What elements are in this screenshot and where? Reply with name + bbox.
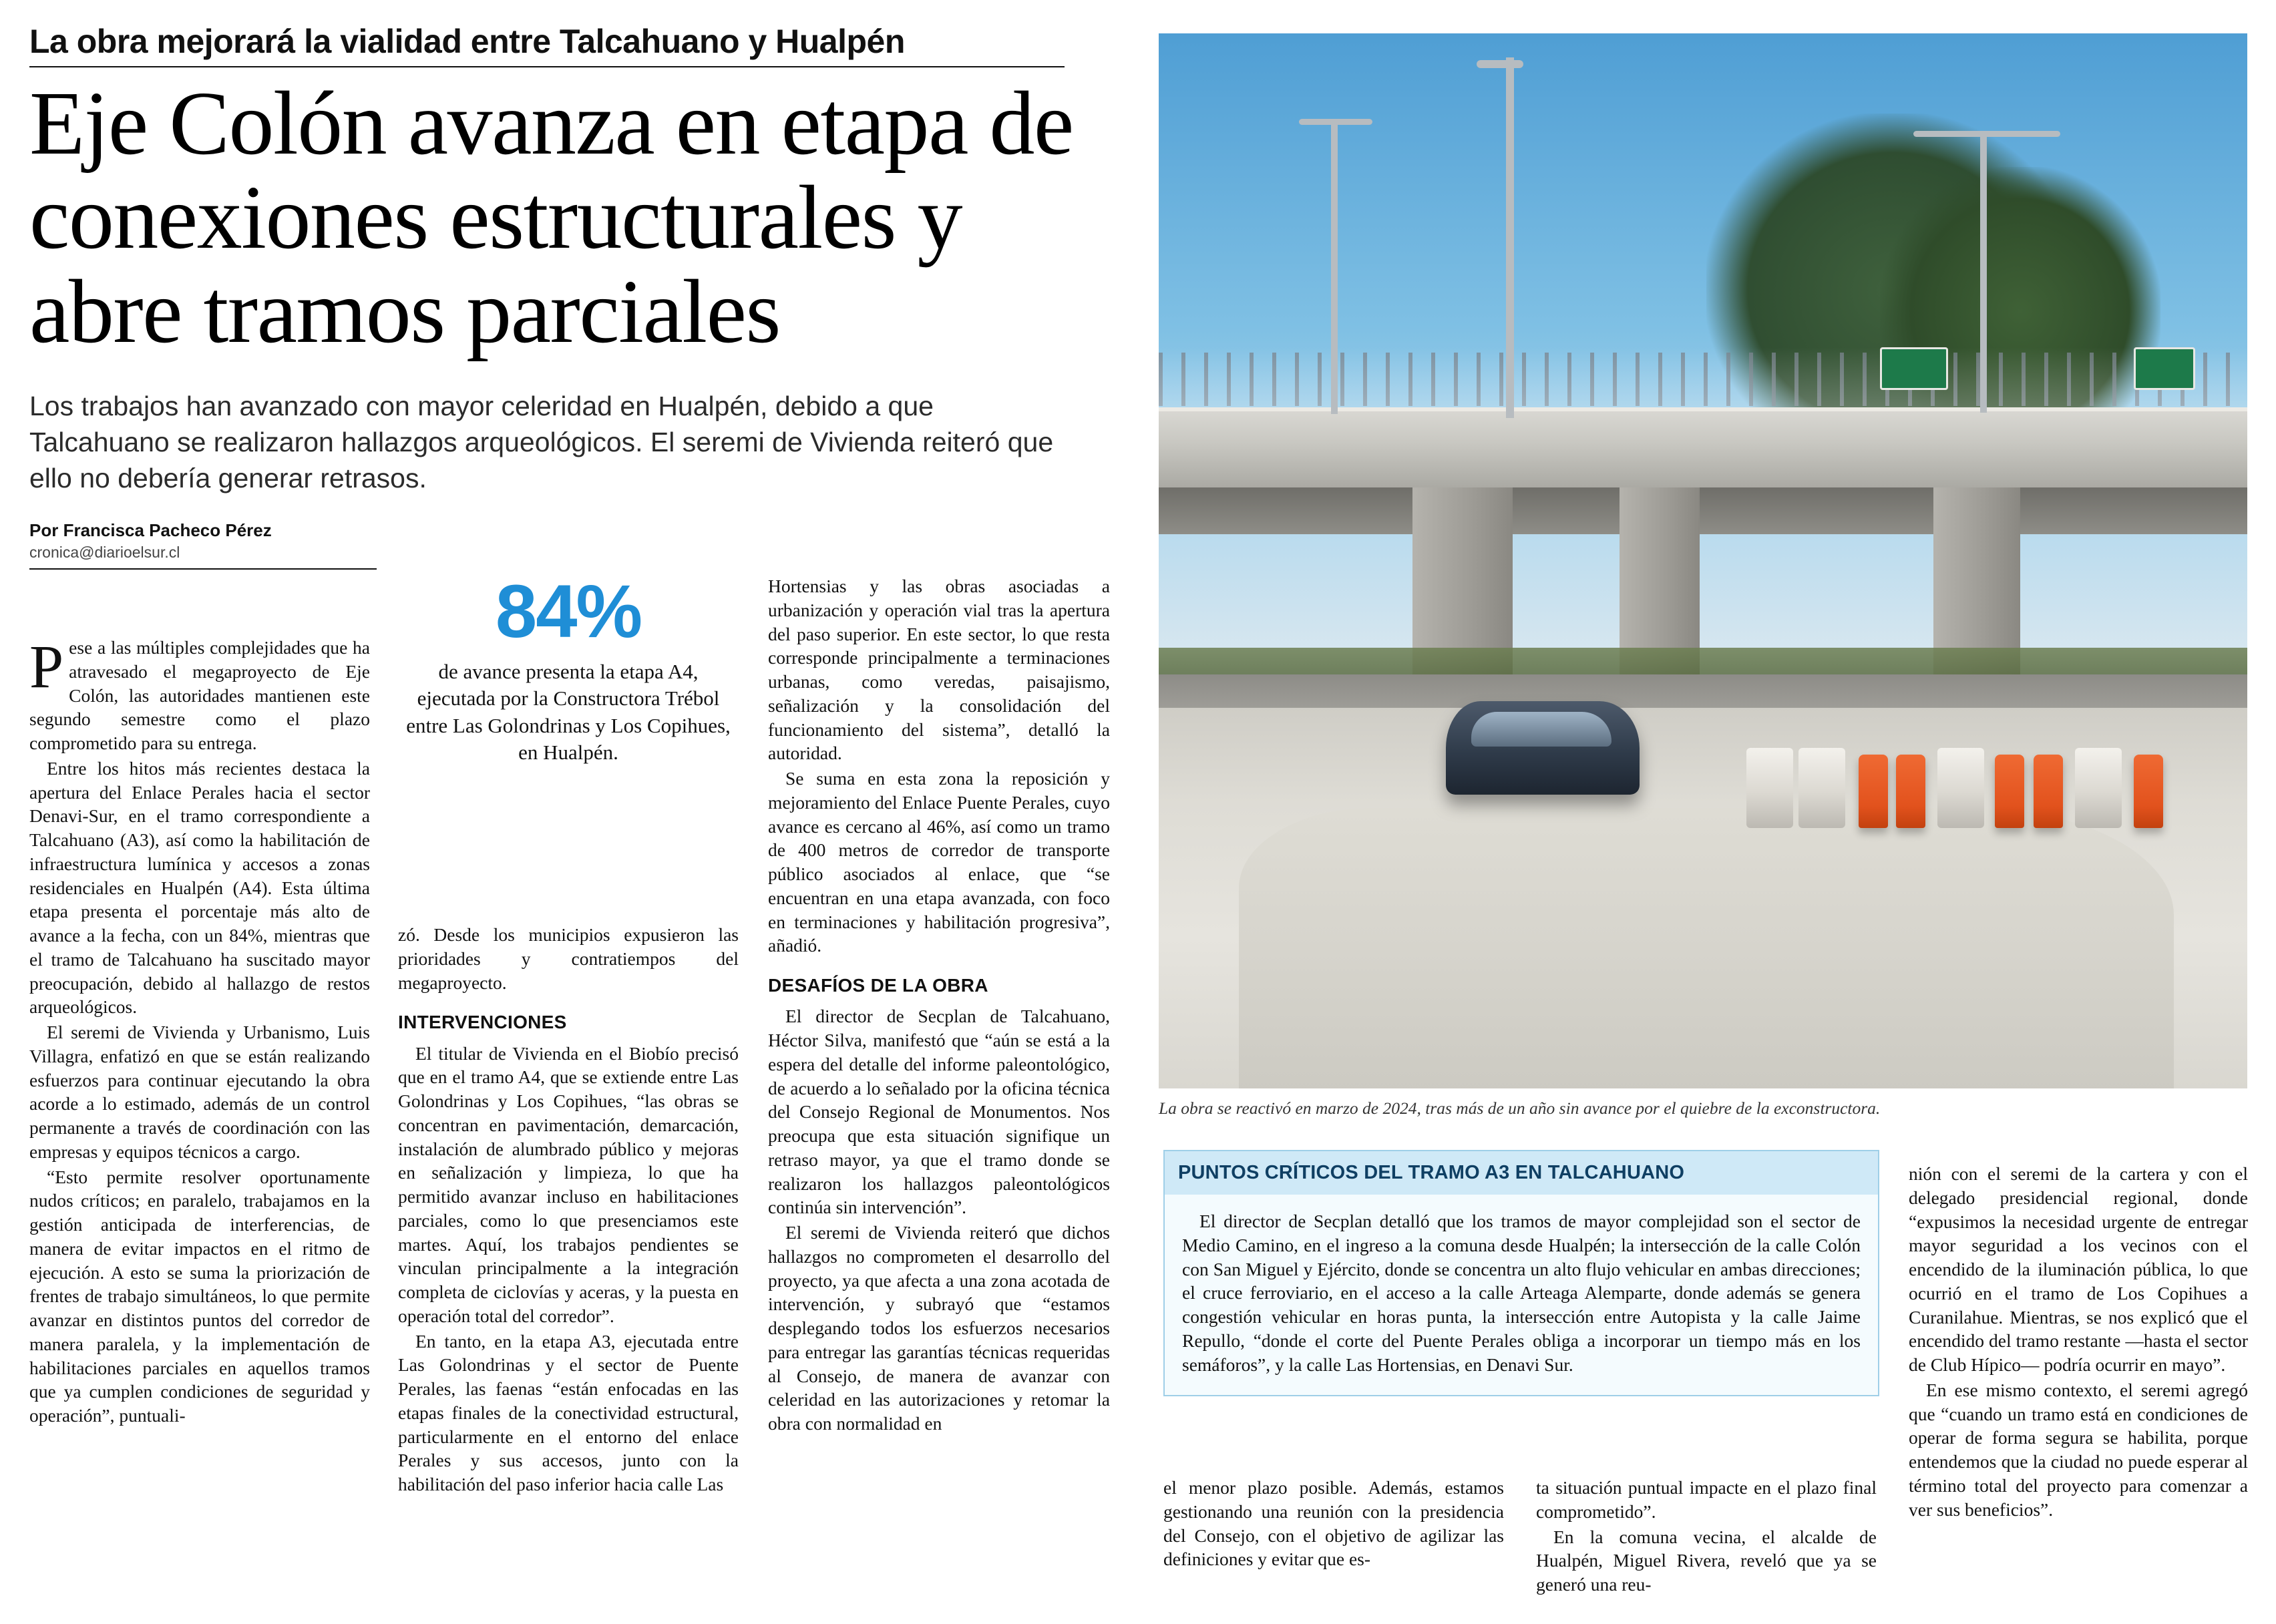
paragraph: El seremi de Vivienda y Urbanismo, Luis Villagra, enfatizó en que se están realizando esfuerzos para continuar ejecutando la obra acorde a lo estimado, además de un control permanente a través de coordinación con las empresas y equipos técnicos a cargo.	[29, 1022, 370, 1162]
body-column-4	[1163, 1476, 1504, 1573]
body-column-6	[1909, 1162, 2248, 1522]
article-photo	[1159, 33, 2247, 1088]
byline: Por Francisca Pacheco Pérez	[29, 520, 272, 541]
paragraph: “Esto permite resolver oportunamente nudos críticos; en paralelo, trabajamos en la gestión anticipada de interferencias, de manera de evitar impactos en el ritmo de ejecución. A esto se suma la priorización de frentes de trabajo simultáneos, lo que permite avanzar en distintos puntos del corredor de manera paralela, y la implementación de habilitaciones parciales en aquellos tramos que ya cumplen condiciones de seguridad y operación”, puntuali-	[29, 1166, 370, 1426]
paragraph: Entre los hitos más recientes destaca la apertura del Enlace Perales hacia el sector Denavi-Sur, en el tramo correspondiente a Talcahuano (A3), así como la habilitación de infraestructura lumínica y accesos a zonas residenciales en Hualpén (A4). Esta última etapa presenta el porcentaje más alto de avance a la fecha, con un 84%, mientras que el tramo de Talcahuano ha suscitado mayor preocupación, debido al hallazgo de restos arqueológicos.	[29, 757, 370, 1018]
body-column-5	[1536, 1476, 1877, 1598]
paragraph: El titular de Vivienda en el Biobío precisó que en el tramo A4, que se extiende entre Las Golondrinas y Los Copihues, “las obras se concentran en pavimentación, demarcación, instalación de alumbrado público y mejoras en señalización y limpieza, lo que ha permitido avanzar incluso en habilitaciones parciales, como lo que presenciamos este martes. Aquí, los trabajos pendientes se vinculan principalmente a la integración completa de ciclovías y aceras, y la puesta en operación total del corredor”.	[398, 1042, 739, 1326]
paragraph: El director de Secplan detalló que los tramos de mayor complejidad son el sector de Medio Camino, en el ingreso a la comuna desde Hualpén; la intersección de la calle Colón con San Miguel y Ejército, donde se concentra un alto flujo vehicular en ambas direcciones; el cruce ferroviario, en el acceso a la calle Arteaga Alemparte, donde además se genera congestión vehicular en horas punta, la intersección entre Autopista y la calle Jaime Repullo, “donde el corte del Puente Perales obliga a incorporar un tiempo más en los semáforos”, y la calle Las Hortensias, en Denavi Sur.	[1182, 1211, 1861, 1375]
subhead-intervenciones: INTERVENCIONES	[398, 1012, 567, 1033]
photo-barrier	[1937, 748, 1984, 828]
photo-street-lamp	[1980, 132, 1987, 413]
paragraph: En la comuna vecina, el alcalde de Hualpén, Miguel Rivera, reveló que ya se generó una reu-	[1536, 1526, 1877, 1595]
paragraph: ta situación puntual impacte en el plazo final comprometido”.	[1536, 1477, 1877, 1522]
body-column-3	[768, 574, 1110, 1437]
paragraph: Pese a las múltiples complejidades que ha atravesado el megaproyecto de Eje Colón, las autoridades mantienen este segundo semestre como el plazo comprometido para su entrega.	[29, 632, 370, 753]
photo-barrier	[2075, 748, 2122, 828]
paragraph: el menor plazo posible. Además, estamos gestionando una reunión con la presidencia del Consejo, con el objetivo de agilizar las definiciones y evitar que es-	[1163, 1477, 1504, 1570]
subhead-desafios: DESAFÍOS DE LA OBRA	[768, 975, 988, 996]
photo-street-lamp-arm	[1913, 131, 2060, 137]
page-title: Eje Colón avanza en etapa de conexiones estructurales y abre tramos parciales	[29, 73, 1073, 363]
photo-bridge-railing	[1159, 347, 2247, 412]
paragraph: En tanto, en la etapa A3, ejecutada entre Las Golondrinas y el sector de Puente Perales, las faenas “están enfocadas en las etapas finales de la conectividad estructural, particularmente en el entorno del enlace Perales y sus accesos, junto con la habilitación del paso inferior hacia calle Las	[398, 1330, 739, 1495]
photo-street-lamp	[1331, 120, 1338, 414]
standfirst: Los trabajos han avanzado con mayor celeridad en Hualpén, debido a que Talcahuano se realizaron hallazgos arqueológicos. El seremi de Vivienda reiteró que ello no debería generar retrasos.	[29, 390, 1054, 494]
photo-pavement-patch	[1239, 808, 2174, 1088]
paragraph: En ese mismo contexto, el seremi agregó que “cuando un tramo está en condiciones de operar de forma segura se habilita, porque entendemos que la ciudad no puede esperar al término total del proyecto para comenzar a ver sus beneficios”.	[1909, 1379, 2248, 1520]
sidebar-box-title: PUNTOS CRÍTICOS DEL TRAMO A3 EN TALCAHUANO	[1165, 1151, 1878, 1195]
paragraph: zó. Desde los municipios expusieron las prioridades y contratiempos del megaproyecto.	[398, 924, 739, 993]
byline-email: cronica@diarioelsur.cl	[29, 544, 180, 562]
photo-traffic-cone	[2134, 755, 2163, 828]
paragraph: El director de Secplan de Talcahuano, Héctor Silva, manifestó que “aún se está a la espera del detalle del informe paleontológico, de acuerdo a lo señalado por la oficina técnica del Consejo Regional de Monumentos. Nos preocupa que esta situación signifique un retraso mayor, ya que el tramo donde se realizaron los hallazgos paleontológicos continúa sin intervención”.	[768, 1006, 1110, 1218]
photo-street-lamp-arm	[1477, 60, 1523, 68]
paragraph: El seremi de Vivienda reiteró que dichos hallazgos no comprometen el desarrollo del proyecto, ya que afecta a una zona acotada de intervención, y subrayó que “estamos desplegando todos los esfuerzos necesarios para entregar las garantías técnicas requeridas al Consejo, de manera de avanzar con celeridad en las autorizaciones y retomar la obra con normalidad en	[768, 1222, 1110, 1434]
paragraph: Se suma en esta zona la reposición y mejoramiento del Enlace Puente Perales, cuyo avance es cercano al 46%, así como un tramo de 400 metros de corredor de transporte público asociados al enlace, que “se encuentran en una etapa avanzada, con foco en terminaciones y habilitación progresiva”, añadió.	[768, 768, 1110, 956]
stat-block	[398, 570, 739, 766]
byline-rule	[29, 568, 377, 570]
byline-block	[29, 520, 377, 570]
photo-traffic-cone	[2034, 755, 2063, 828]
kicker-rule	[29, 66, 1065, 67]
photo-barrier	[1746, 748, 1793, 828]
photo-barrier	[1798, 748, 1845, 828]
photo-traffic-cone	[1859, 755, 1888, 828]
photo-bridge-deck	[1159, 407, 2247, 491]
body-column-1	[29, 632, 370, 1429]
photo-road-sign-secondary	[2134, 347, 2195, 390]
paragraph: nión con el seremi de la cartera y con el delegado presidencial regional, donde “expusimos la necesidad urgente de entregar mayor seguridad a los vecinos con el encendido de la iluminación pública, lo que ocurrió en el tramo de Los Copihues a Curanilahue. Mientras, se nos explicó que el encendido del tramo restante —hasta el sector de Club Hípico— podría ocurrir en mayo”.	[1909, 1163, 2248, 1375]
stat-description: de avance presenta la etapa A4, ejecutada por la Constructora Trébol entre Las Golondrinas y Los Copihues, en Hualpén.	[406, 660, 731, 764]
photo-road-sign	[1880, 347, 1948, 390]
photo-traffic-cone	[1995, 755, 2024, 828]
stat-number: 84%	[495, 570, 642, 653]
photo-traffic-cone	[1896, 755, 1925, 828]
photo-cone-group	[1746, 701, 2174, 828]
sidebar-box-puntos-criticos	[1163, 1150, 1879, 1396]
headline-block	[29, 24, 1131, 570]
kicker: La obra mejorará la vialidad entre Talcahuano y Hualpén	[29, 23, 905, 60]
sidebar-box-body	[1165, 1195, 1878, 1395]
photo-bridge-underside	[1159, 487, 2247, 534]
photo-street-lamp	[1506, 57, 1514, 418]
photo-car	[1446, 701, 1640, 795]
photo-caption: La obra se reactivó en marzo de 2024, tras más de un año sin avance por el quiebre de la exconstructora.	[1159, 1098, 1881, 1118]
body-column-2	[398, 923, 739, 1498]
paragraph: Hortensias y las obras asociadas a urbanización y operación vial tras la apertura del paso superior. En este sector, lo que resta corresponde principalmente a terminaciones urbanas, como veredas, paisajismo, señalización y la consolidación del funcionamiento del sistema”, detalló la autoridad.	[768, 576, 1110, 764]
photo-street-lamp-arm	[1299, 119, 1372, 125]
